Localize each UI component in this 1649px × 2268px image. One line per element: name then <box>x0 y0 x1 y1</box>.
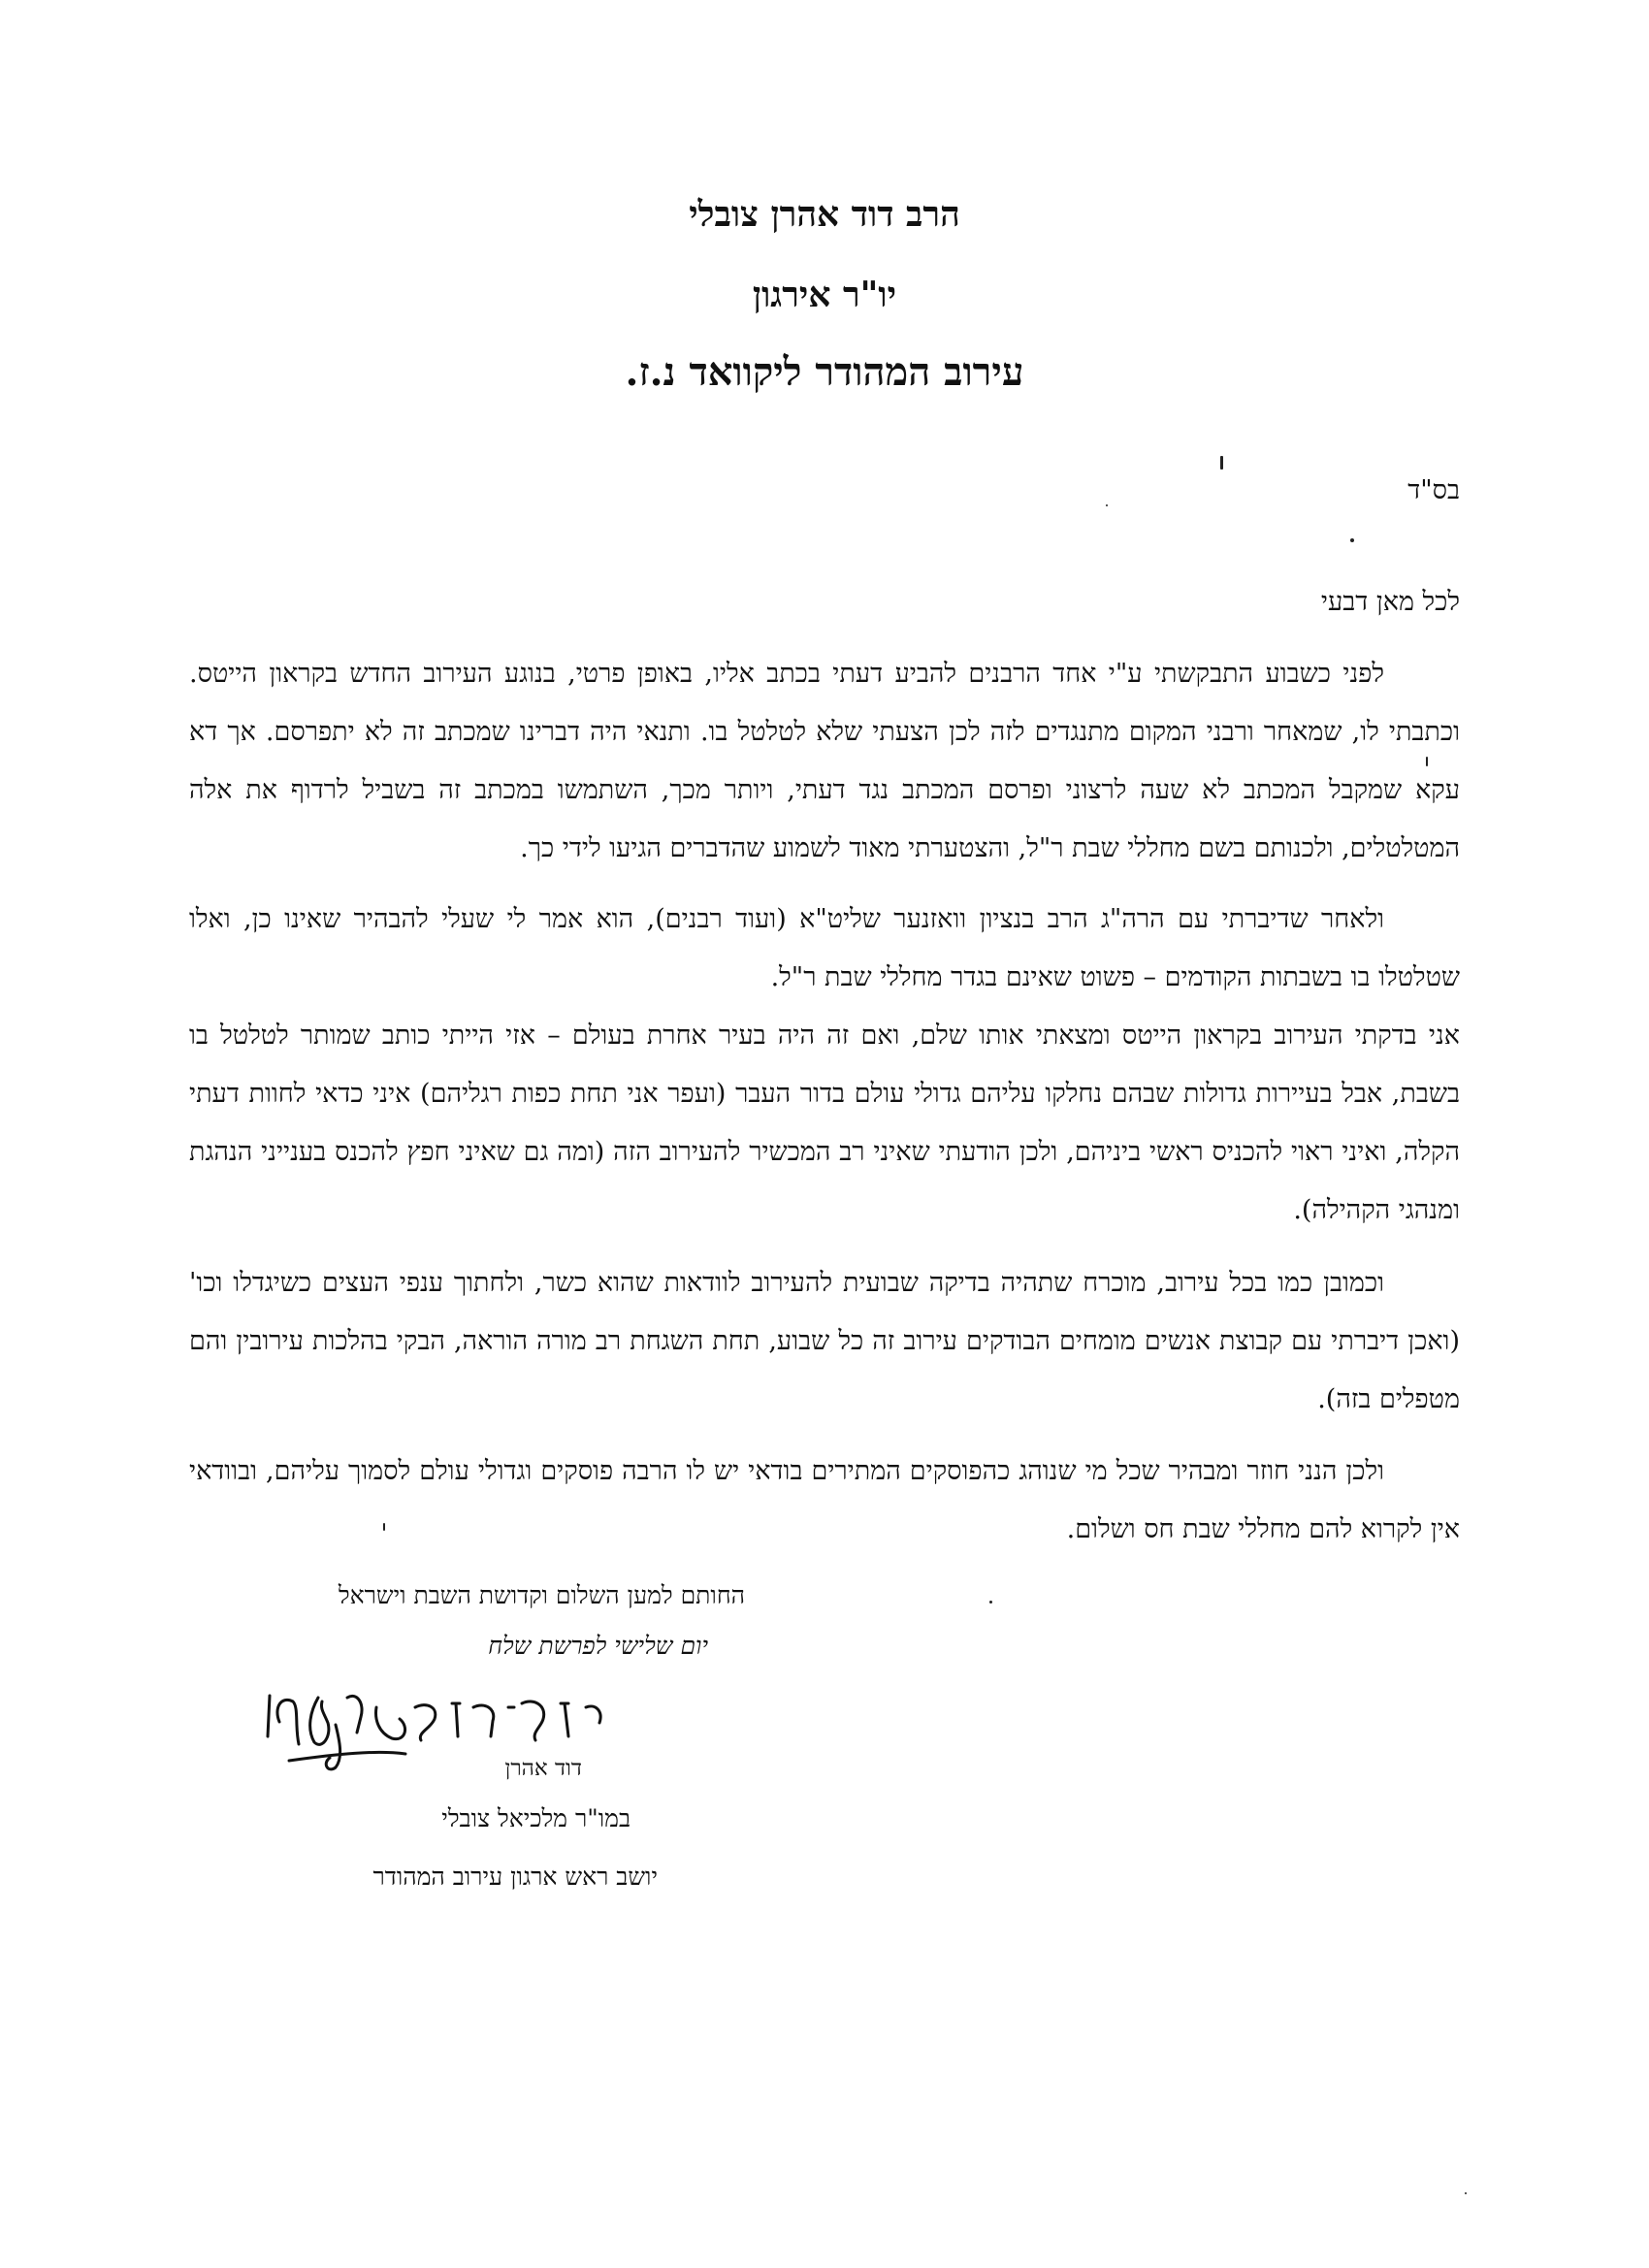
scan-speck <box>1465 2192 1467 2194</box>
bsd-heading: בס"ד <box>1407 475 1460 505</box>
letterhead-organization: עירוב המהודר ליקוואד נ.ז. <box>625 349 1024 395</box>
letterhead-position: יו"ר אירגון <box>752 275 897 315</box>
scan-speck <box>383 1523 385 1531</box>
letterhead-name: הרב דוד אהרן צובלי <box>689 194 960 235</box>
paragraph-1-text: לפני כשבוע התבקשתי ע"י אחד הרבנים להביע דעתי בכתב אליו, באופן פרטי, בנוגע העירוב החדש בקראון הייטס. וכתבתי לו, שמאחר ורבני המקום מתנגדים לזה לכן הצעתי שלא לטלטל בו. ותנאי היה דברינו שמכתב זה לא יתפרסם. אך דא עקא שמקבל המכתב לא שעה לרצוני ופרסם המכתב נגד דעתי, ויותר מכך, השתמשו במכתב זה בשביל לרדוף את אלה המטלטלים, ולכנותם בשם מחללי שבת ר"ל, והצטערתי מאוד לשמוע שהדברים הגיעו לידי כך. <box>189 659 1460 863</box>
paragraph-2 <box>189 891 1460 1007</box>
paragraph-2-text: ולאחר שדיברתי עם הרה"ג הרב בנציון וואזנער שליט"א (ועוד רבנים), הוא אמר לי שעלי להבהיר שאינו כן, ואלו שטלטלו בו בשבתות הקודמים – פשוט שאינם בגדר מחללי שבת ר"ל. <box>189 904 1460 992</box>
signer-title: יושב ראש ארגון עירוב המהודר <box>372 1863 658 1891</box>
paragraph-3 <box>189 1007 1460 1240</box>
paragraph-4-text: וכמובן כמו בכל עירוב, מוכרח שתהיה בדיקה שבועית להעירוב לוודאות שהוא כשר, ולחתוך ענפי העצים כשיגדלו וכו' (ואכן דיברתי עם קבוצת אנשים מומחים הבודקים עירוב זה כל שבוע, תחת השגחת רב מורה הוראה, הבקי בהלכות עירובין והם מטפלים בזה). <box>189 1268 1460 1414</box>
scan-speck <box>1426 757 1428 766</box>
scan-speck <box>1106 504 1108 506</box>
salutation: לכל מאן דבעי <box>1320 587 1460 617</box>
paragraph-1 <box>189 645 1460 878</box>
paragraph-5 <box>189 1442 1460 1559</box>
scan-speck <box>1350 538 1354 542</box>
paragraph-5-text: ולכן הנני חוזר ומבהיר שכל מי שנוהג כהפוסקים המתירים בודאי יש לו הרבה פוסקים וגדולי עולם לסמוך עליהם, ובוודאי אין לקרוא להם מחללי שבת חס ושלום. <box>189 1456 1460 1544</box>
scan-speck <box>1220 456 1223 470</box>
date-line: יום שלישי לפרשת שלח <box>488 1632 708 1660</box>
closing-line: החותם למען השלום וקדושת השבת וישראל <box>338 1581 745 1609</box>
paragraph-4 <box>189 1254 1460 1429</box>
scan-speck <box>989 1601 992 1604</box>
paragraph-3-text: אני בדקתי העירוב בקראון הייטס ומצאתי אותו שלם, ואם זה היה בעיר אחרת בעולם – אזי הייתי כותב שמותר לטלטל בו בשבת, אבל בעיירות גדולות שבהם נחלקו עליהם גדולי עולם בדור העבר (ועפר אני תחת כפות רגליהם) איני כדאי לחוות דעתי הקלה, ואיני ראוי להכניס ראשי ביניהם, ולכן הודעתי שאיני רב המכשיר להעירוב הזה (ומה גם שאיני חפץ להכנס בענייני הנהגת ומנהגי הקהילה). <box>189 1021 1460 1225</box>
printed-name: דוד אהרן <box>504 1756 582 1781</box>
father-name: במו"ר מלכיאל צובלי <box>441 1804 630 1832</box>
